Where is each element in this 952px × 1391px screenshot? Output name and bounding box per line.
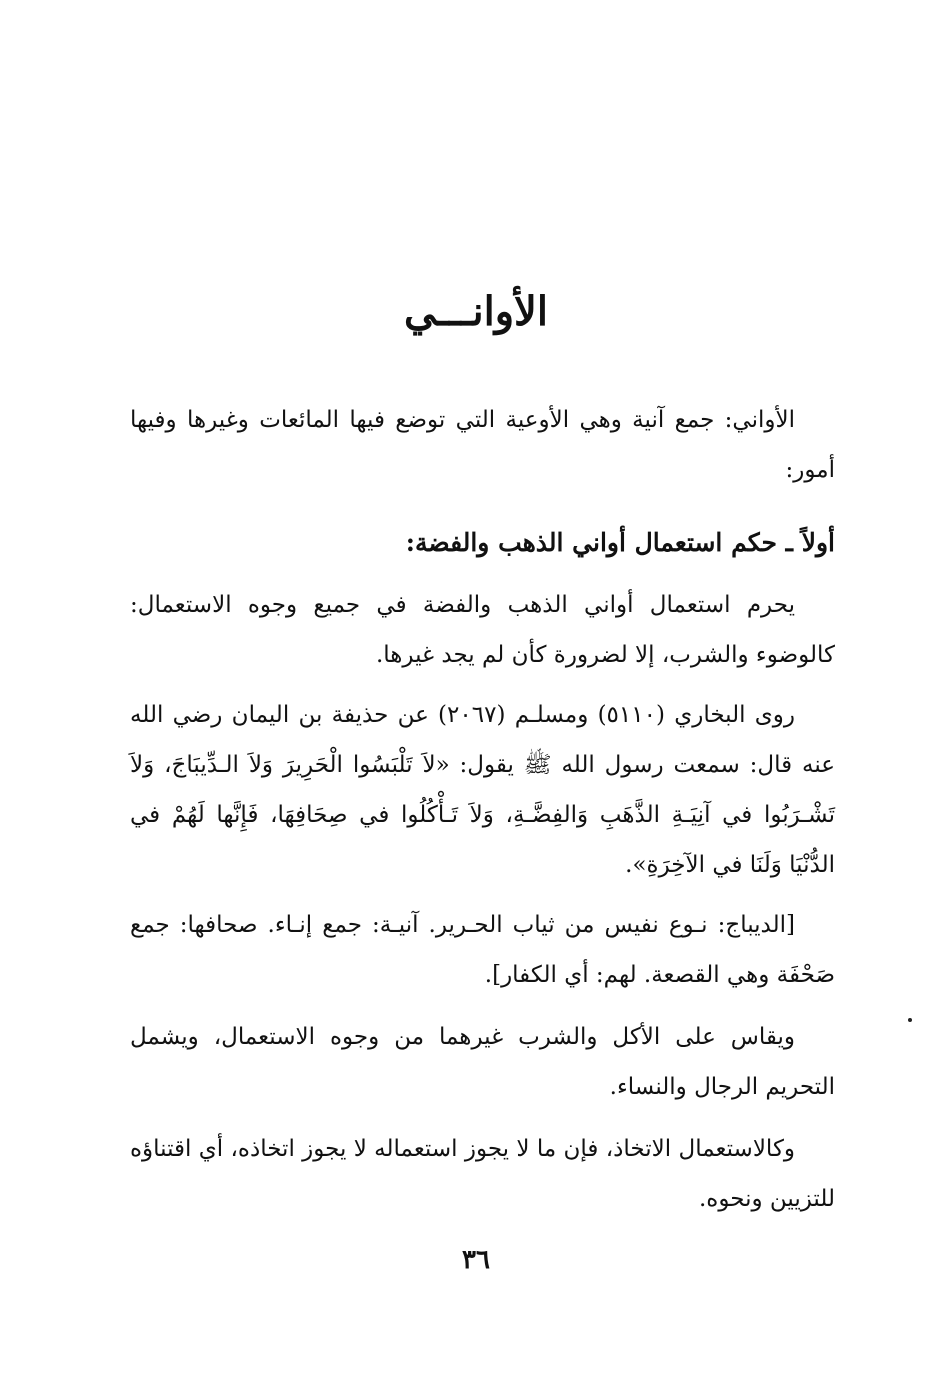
paragraph-definition: الأواني: جمع آنية وهي الأوعية التي توضع فيها المائعات وغيرها وفيها أمور: [130,407,835,483]
paragraph-ruling: يحرم استعمال أواني الذهب والفضة في جميع وجوه الاستعمال: كالوضوء والشرب، إلا لضرورة كأن لم يجد غيرها. [130,592,835,668]
section-heading: أولاً ـ حكم استعمال أواني الذهب والفضة: [405,528,835,557]
page-number: ٣٦ [462,1245,490,1275]
paragraph-glossary: [الديباج: نـوع نفيس من ثياب الحـرير. آنيـة: جمع إنـاء. صحافها: جمع صَحْفَة وهي القصعة. لهم: أي الكفار]. [130,912,835,988]
page-title: الأوانـــي [404,288,548,335]
paragraph-hadith: روى البخاري (٥١١٠) ومسلـم (٢٠٦٧) عن حذيفة بن اليمان رضي الله عنه قال: سمعت رسول الله ﷺ يقول: «لاَ تَلْبَسُوا الْحَرِيرَ وَلاَ الـدِّيبَاجَ، وَلاَ تَشْـرَبُوا في آنِيَـةِ الذَّهَبِ وَالفِضَّـةِ، وَلاَ تَـأْكُلُوا في صِحَافِهَا، فَإِنَّها لَهُمْ في الدُّنْيَا وَلَنَا في الآخِرَةِ». [130,702,835,878]
scan-speck [908,1018,912,1022]
paragraph-analogy: ويقاس على الأكل والشرب غيرهما من وجوه الاستعمال، ويشمل التحريم الرجال والنساء. [130,1024,835,1100]
paragraph-acquisition: وكالاستعمال الاتخاذ، فإن ما لا يجوز استعماله لا يجوز اتخاذه، أي اقتناؤه للتزيين ونحوه. [130,1136,835,1212]
